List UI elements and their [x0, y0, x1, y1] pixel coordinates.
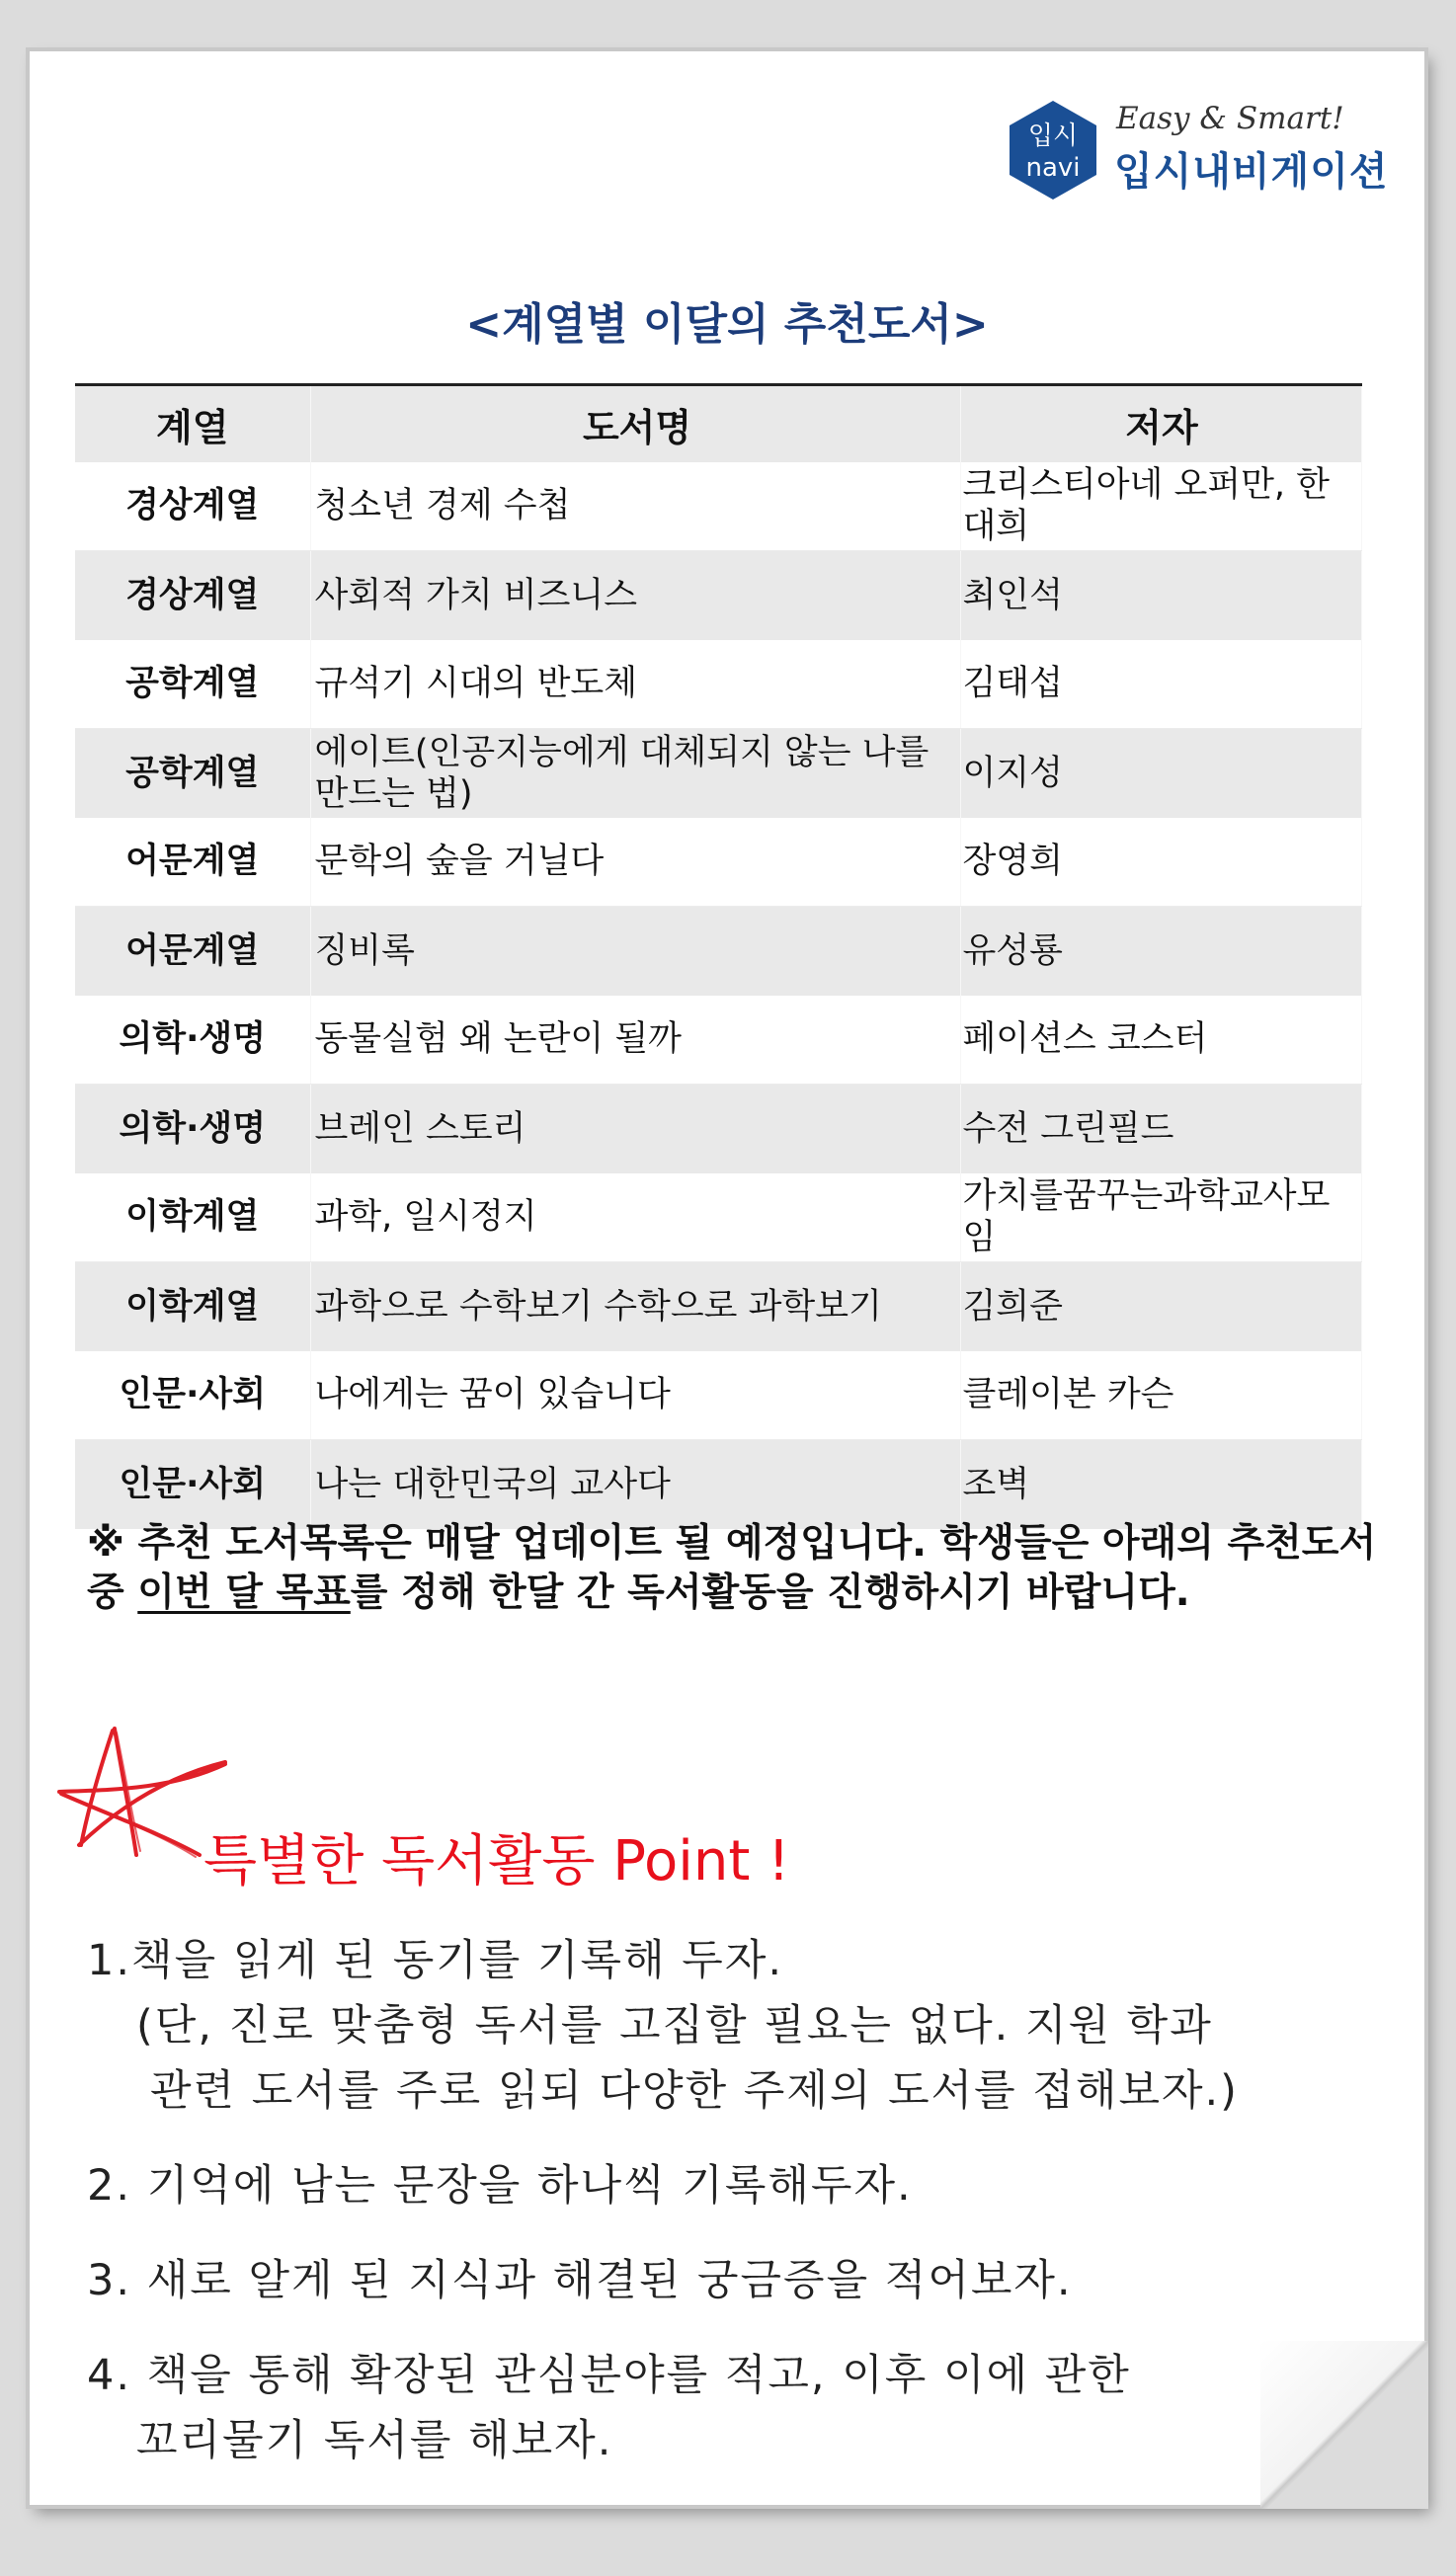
row-book: 나에게는 꿈이 있습니다	[310, 1351, 960, 1440]
header-author: 저자	[960, 385, 1361, 462]
row-author: 크리스티아네 오퍼만, 한대희	[960, 462, 1361, 551]
row-author: 유성룡	[960, 907, 1361, 996]
logo	[976, 71, 1411, 209]
row-book: 징비록	[310, 907, 960, 996]
row-book: 문학의 숲을 거닐다	[310, 818, 960, 907]
row-category: 이학계열	[75, 1173, 310, 1262]
row-category: 이학계열	[75, 1262, 310, 1351]
reading-tips	[87, 1928, 1411, 2503]
row-category: 공학계열	[75, 729, 310, 818]
page-title: <계열별 이달의 추천도서>	[465, 299, 989, 350]
row-category: 인문·사회	[75, 1351, 310, 1440]
table-row	[75, 907, 1361, 996]
row-author: 최인석	[960, 551, 1361, 640]
row-category: 경상계열	[75, 462, 310, 551]
row-book: 과학, 일시정지	[310, 1173, 960, 1262]
tip-1	[87, 1928, 1411, 2124]
tip-1-sub-1: (단, 진로 맞춤형 독서를 고집할 필요는 없다. 지원 학과	[136, 2001, 1213, 2051]
table-row	[75, 1351, 1361, 1440]
notice-underlined: 이번 달 목표	[137, 1570, 351, 1615]
row-category: 의학·생명	[75, 1085, 310, 1173]
row-author: 김희준	[960, 1262, 1361, 1351]
hexagon-logo-icon	[1006, 99, 1100, 201]
header-book: 도서명	[310, 385, 960, 462]
table-row	[75, 462, 1361, 551]
logo-name: 입시내비게이션	[1114, 149, 1389, 195]
table-row	[75, 818, 1361, 907]
row-category: 공학계열	[75, 640, 310, 729]
row-category: 경상계열	[75, 551, 310, 640]
table-row	[75, 1262, 1361, 1351]
table-row	[75, 551, 1361, 640]
row-author: 가치를꿈꾸는과학교사모임	[960, 1173, 1361, 1262]
tip-2-text: 2. 기억에 남는 문장을 하나씩 기록해두자.	[87, 2161, 913, 2211]
table-header-row	[75, 385, 1361, 462]
table-row	[75, 1085, 1361, 1173]
table-row	[75, 1440, 1361, 1529]
point-heading: 특별한 독서활동 Point !	[203, 1829, 790, 1893]
row-category: 어문계열	[75, 907, 310, 996]
row-category: 의학·생명	[75, 996, 310, 1085]
logo-badge-line1: 입시	[1027, 121, 1079, 151]
tip-1-sub-2: 관련 도서를 주로 읽되 다양한 주제의 도서를 접해보자.)	[150, 2066, 1239, 2116]
row-author: 클레이본 카슨	[960, 1351, 1361, 1440]
table-row	[75, 1173, 1361, 1262]
row-book: 동물실험 왜 논란이 될까	[310, 996, 960, 1085]
table-row	[75, 729, 1361, 818]
tip-4	[87, 2343, 1411, 2473]
row-book: 에이트(인공지능에게 대체되지 않는 나를 만드는 법)	[310, 729, 960, 818]
row-book: 청소년 경제 수첩	[310, 462, 960, 551]
notice-text-2: 를 정해 한달 간 독서활동을 진행하시기 바랍니다.	[350, 1570, 1190, 1615]
notice-text-1: ※ 추천 도서목록은 매달 업데이트 될 예정입니다. 학생들은 아래의 추천도서 중	[87, 1521, 1377, 1615]
tip-2	[87, 2153, 1411, 2218]
row-book: 규석기 시대의 반도체	[310, 640, 960, 729]
folded-corner	[1260, 2341, 1428, 2509]
row-category: 어문계열	[75, 818, 310, 907]
row-author: 장영희	[960, 818, 1361, 907]
table-row	[75, 996, 1361, 1085]
tip-4-text: 4. 책을 통해 확장된 관심분야를 적고, 이후 이에 관한	[87, 2351, 1131, 2400]
row-author: 조벽	[960, 1440, 1361, 1529]
logo-badge-line2: navi	[1025, 153, 1081, 183]
logo-tagline: Easy & Smart!	[1116, 101, 1344, 136]
row-book: 브레인 스토리	[310, 1085, 960, 1173]
tip-3	[87, 2248, 1411, 2313]
row-author: 이지성	[960, 729, 1361, 818]
row-book: 나는 대한민국의 교사다	[310, 1440, 960, 1529]
book-table	[75, 383, 1362, 1529]
row-book: 사회적 가치 비즈니스	[310, 551, 960, 640]
table-row	[75, 640, 1361, 729]
row-category: 인문·사회	[75, 1440, 310, 1529]
header-category: 계열	[75, 385, 310, 462]
row-book: 과학으로 수학보기 수학으로 과학보기	[310, 1262, 960, 1351]
row-author: 수전 그린필드	[960, 1085, 1361, 1173]
tip-4-sub: 꼬리물기 독서를 해보자.	[136, 2416, 613, 2465]
row-author: 김태섭	[960, 640, 1361, 729]
update-notice	[87, 1519, 1391, 1618]
document-page	[30, 51, 1424, 2505]
tip-1-text: 1.책을 읽게 된 동기를 기록해 두자.	[87, 1936, 784, 1985]
tip-3-text: 3. 새로 알게 된 지식과 해결된 궁금증을 적어보자.	[87, 2256, 1073, 2305]
row-author: 페이션스 코스터	[960, 996, 1361, 1085]
